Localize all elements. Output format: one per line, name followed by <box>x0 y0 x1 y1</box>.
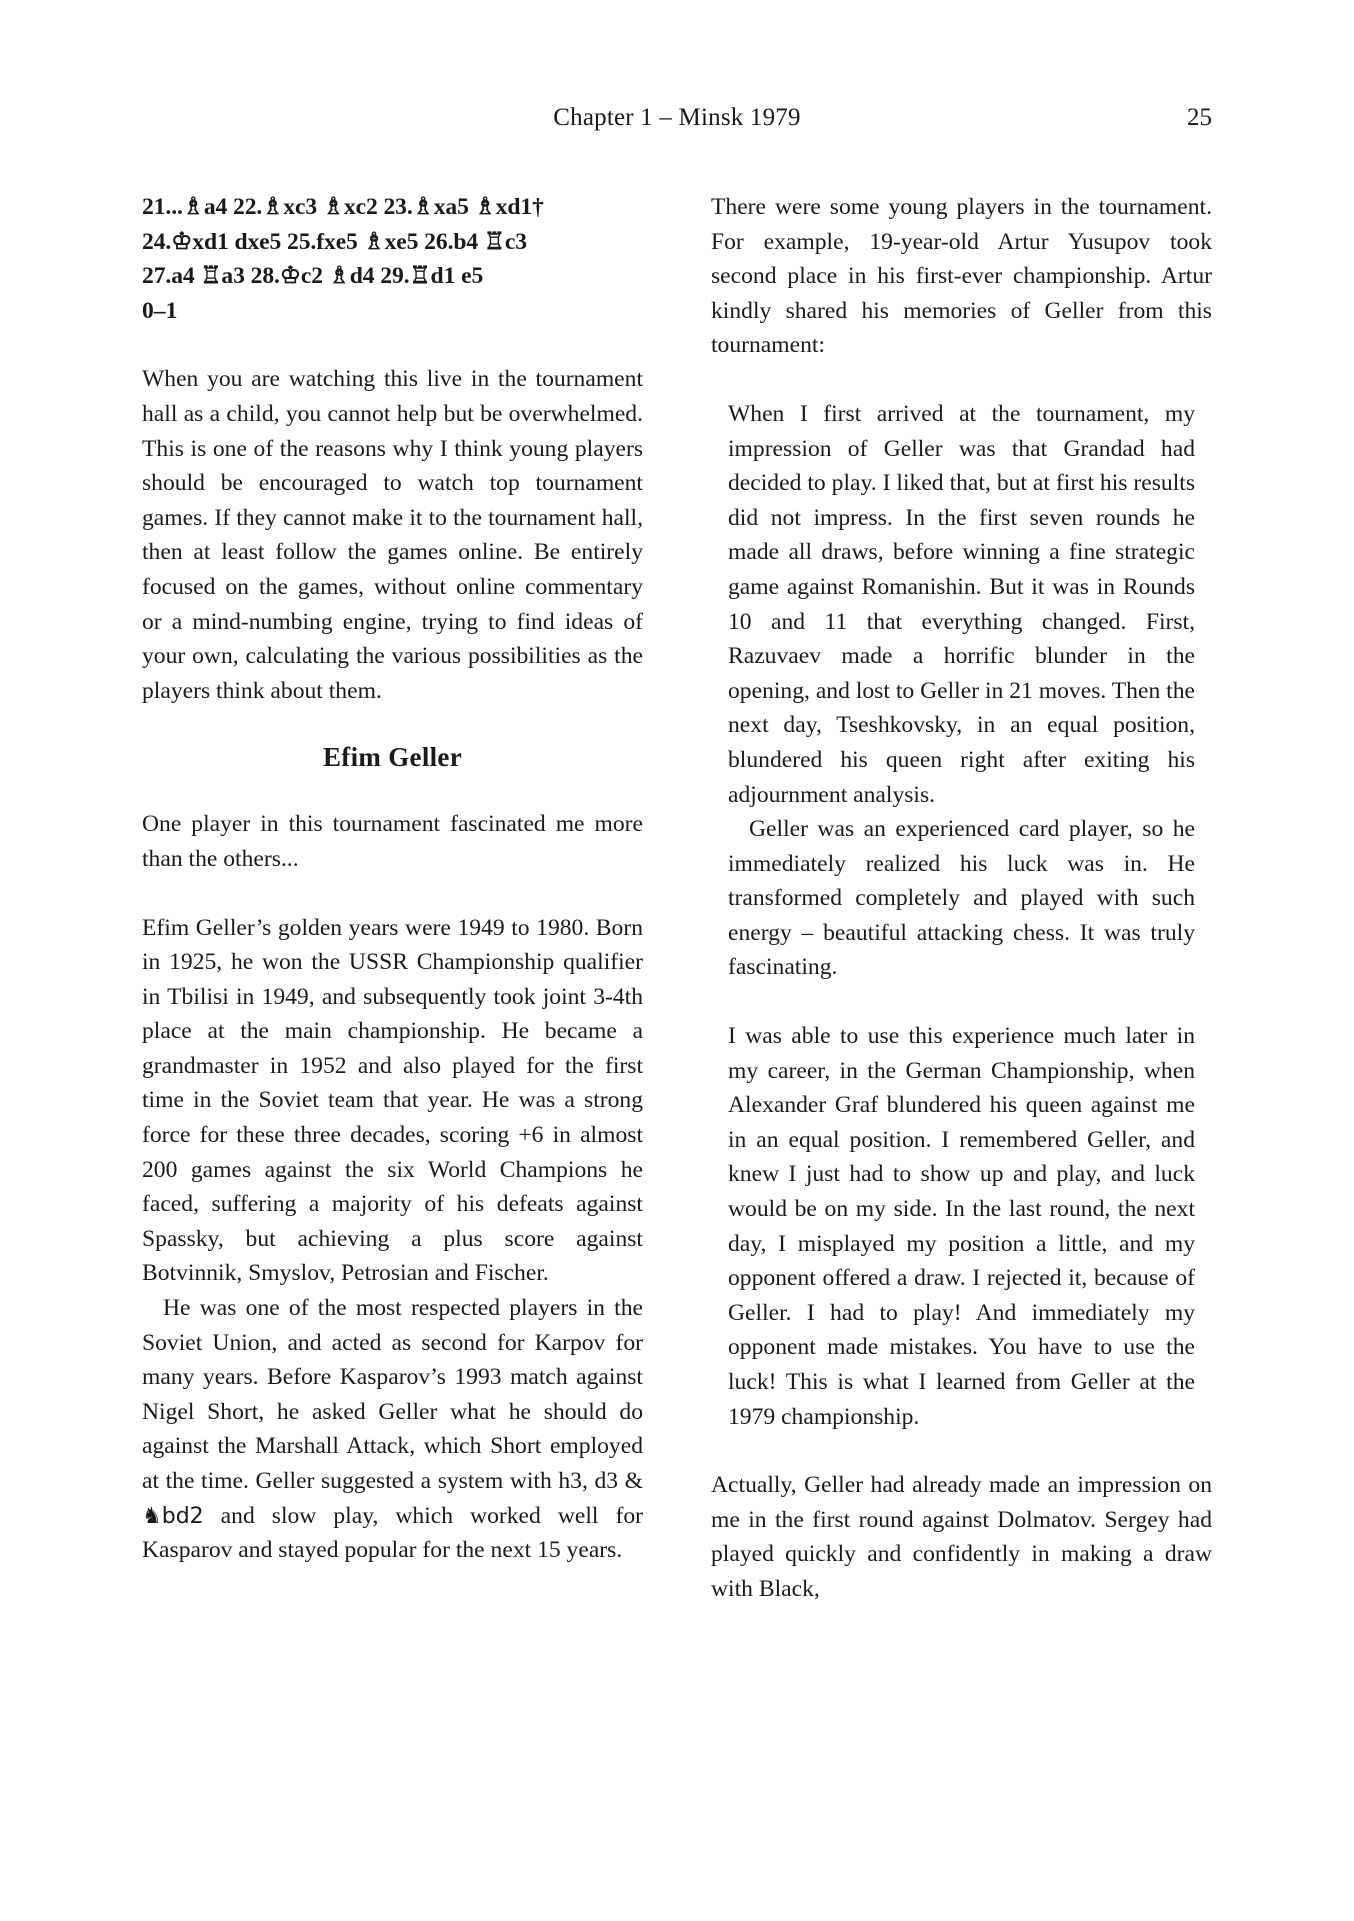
paragraph-young-players: There were some young players in the tournament. For example, 19-year-old Artur Yusupov took second place in his first-ever championship. Artur kindly shared his memories of Geller from this tournament: <box>711 194 1212 359</box>
quote-paragraph-2: Geller was an experienced card player, so he immediately realized his luck was in. He transformed completely and played with such energy – beautiful attacking chess. It was truly fascinating. <box>728 816 1195 981</box>
paragraph-geller-respected-part1: He was one of the most respected players in the Soviet Union, and acted as second for Karpov for many years. Before Kasparov’s 1993 match against Nigel Short, he asked Geller what he should do against the Marshall Attack, which Short employed at the time. Geller suggested a system with h3, d3 & <box>142 1295 643 1494</box>
quote-paragraph-1: When I first arrived at the tournament, my impression of Geller was that Grandad had decided to play. I liked that, but at first his results did not impress. In the first seven rounds he made all draws, before winning a fine strategic game against Romanishin. But it was in Rounds 10 and 11 that everything changed. First, Razuvaev made a horrific blunder in the opening, and lost to Geller in 21 moves. Then the next day, Tseshkovsky, in an equal position, blundered his queen right after exiting his adjournment analysis. <box>728 400 1195 808</box>
running-head <box>140 104 1214 138</box>
move-line-2: 24.♔xd1 dxe5 25.fxe5 ♗xe5 26.b4 ♖c3 <box>142 228 528 255</box>
running-head-text: Chapter 1 – Minsk 1979 <box>553 104 801 131</box>
paragraph-geller-biography: Efim Geller’s golden years were 1949 to 1980. Born in 1925, he won the USSR Championship qualifier in Tbilisi in 1949, and subsequently took joint 3-4th place at the main championship. He became a grandmaster in 1952 and also played for the first time in the Soviet team that year. He was a strong force for these three decades, scoring +6 in almost 200 games against the six World Champions he faced, suffering a majority of his defeats against Spassky, but achieving a plus score against Botvinnik, Smyslov, Petrosian and Fischer. <box>142 914 643 1287</box>
left-column <box>142 190 643 1607</box>
paragraph-geller-respected <box>142 1291 643 1568</box>
paragraph-one-player: One player in this tournament fascinated me more than the others... <box>142 811 643 872</box>
move-list <box>142 190 643 294</box>
right-column <box>711 190 1212 1607</box>
section-heading-efim-geller: Efim Geller <box>323 742 462 773</box>
knight-icon: ♞bd2 <box>142 1503 204 1529</box>
game-result: 0–1 <box>142 297 178 324</box>
paragraph-geller-respected-part2: and slow play, which worked well for Kasparov and stayed popular for the next 15 years. <box>142 1502 643 1564</box>
blockquote-yusupov <box>711 397 1212 1434</box>
paragraph-watching-live: When you are watching this live in the tournament hall as a child, you cannot help but be overwhelmed. This is one of the reasons why I think young players should be encouraged to watch top tournament games. If they cannot make it to the tournament hall, then at least follow the games online. Be entirely focused on the games, without online commentary or a mind-numbing engine, trying to find ideas of your own, calculating the various possibilities as the players think about them. <box>142 366 643 704</box>
move-line-1: 21...♗a4 22.♗xc3 ♗xc2 23.♗xa5 ♗xd1† <box>142 194 544 220</box>
move-line-3: 27.a4 ♖a3 28.♔c2 ♗d4 29.♖d1 e5 <box>142 263 484 290</box>
two-column-body <box>142 190 1212 1607</box>
paragraph-dolmatov: Actually, Geller had already made an impression on me in the first round against Dolmatov. Sergey had played quickly and confidently in making a draw with Black, <box>711 1472 1212 1602</box>
page-number: 25 <box>1187 104 1212 131</box>
quote-paragraph-3: I was able to use this experience much later in my career, in the German Championship, when Alexander Graf blundered his queen against me in an equal position. I remembered Geller, and knew I just had to show up and play, and luck would be on my side. In the last round, the next day, I misplayed my position a little, and my opponent offered a draw. I rejected it, because of Geller. I had to play! And immediately my opponent made mistakes. You have to use the luck! This is what I learned from Geller at the 1979 championship. <box>728 1023 1195 1430</box>
